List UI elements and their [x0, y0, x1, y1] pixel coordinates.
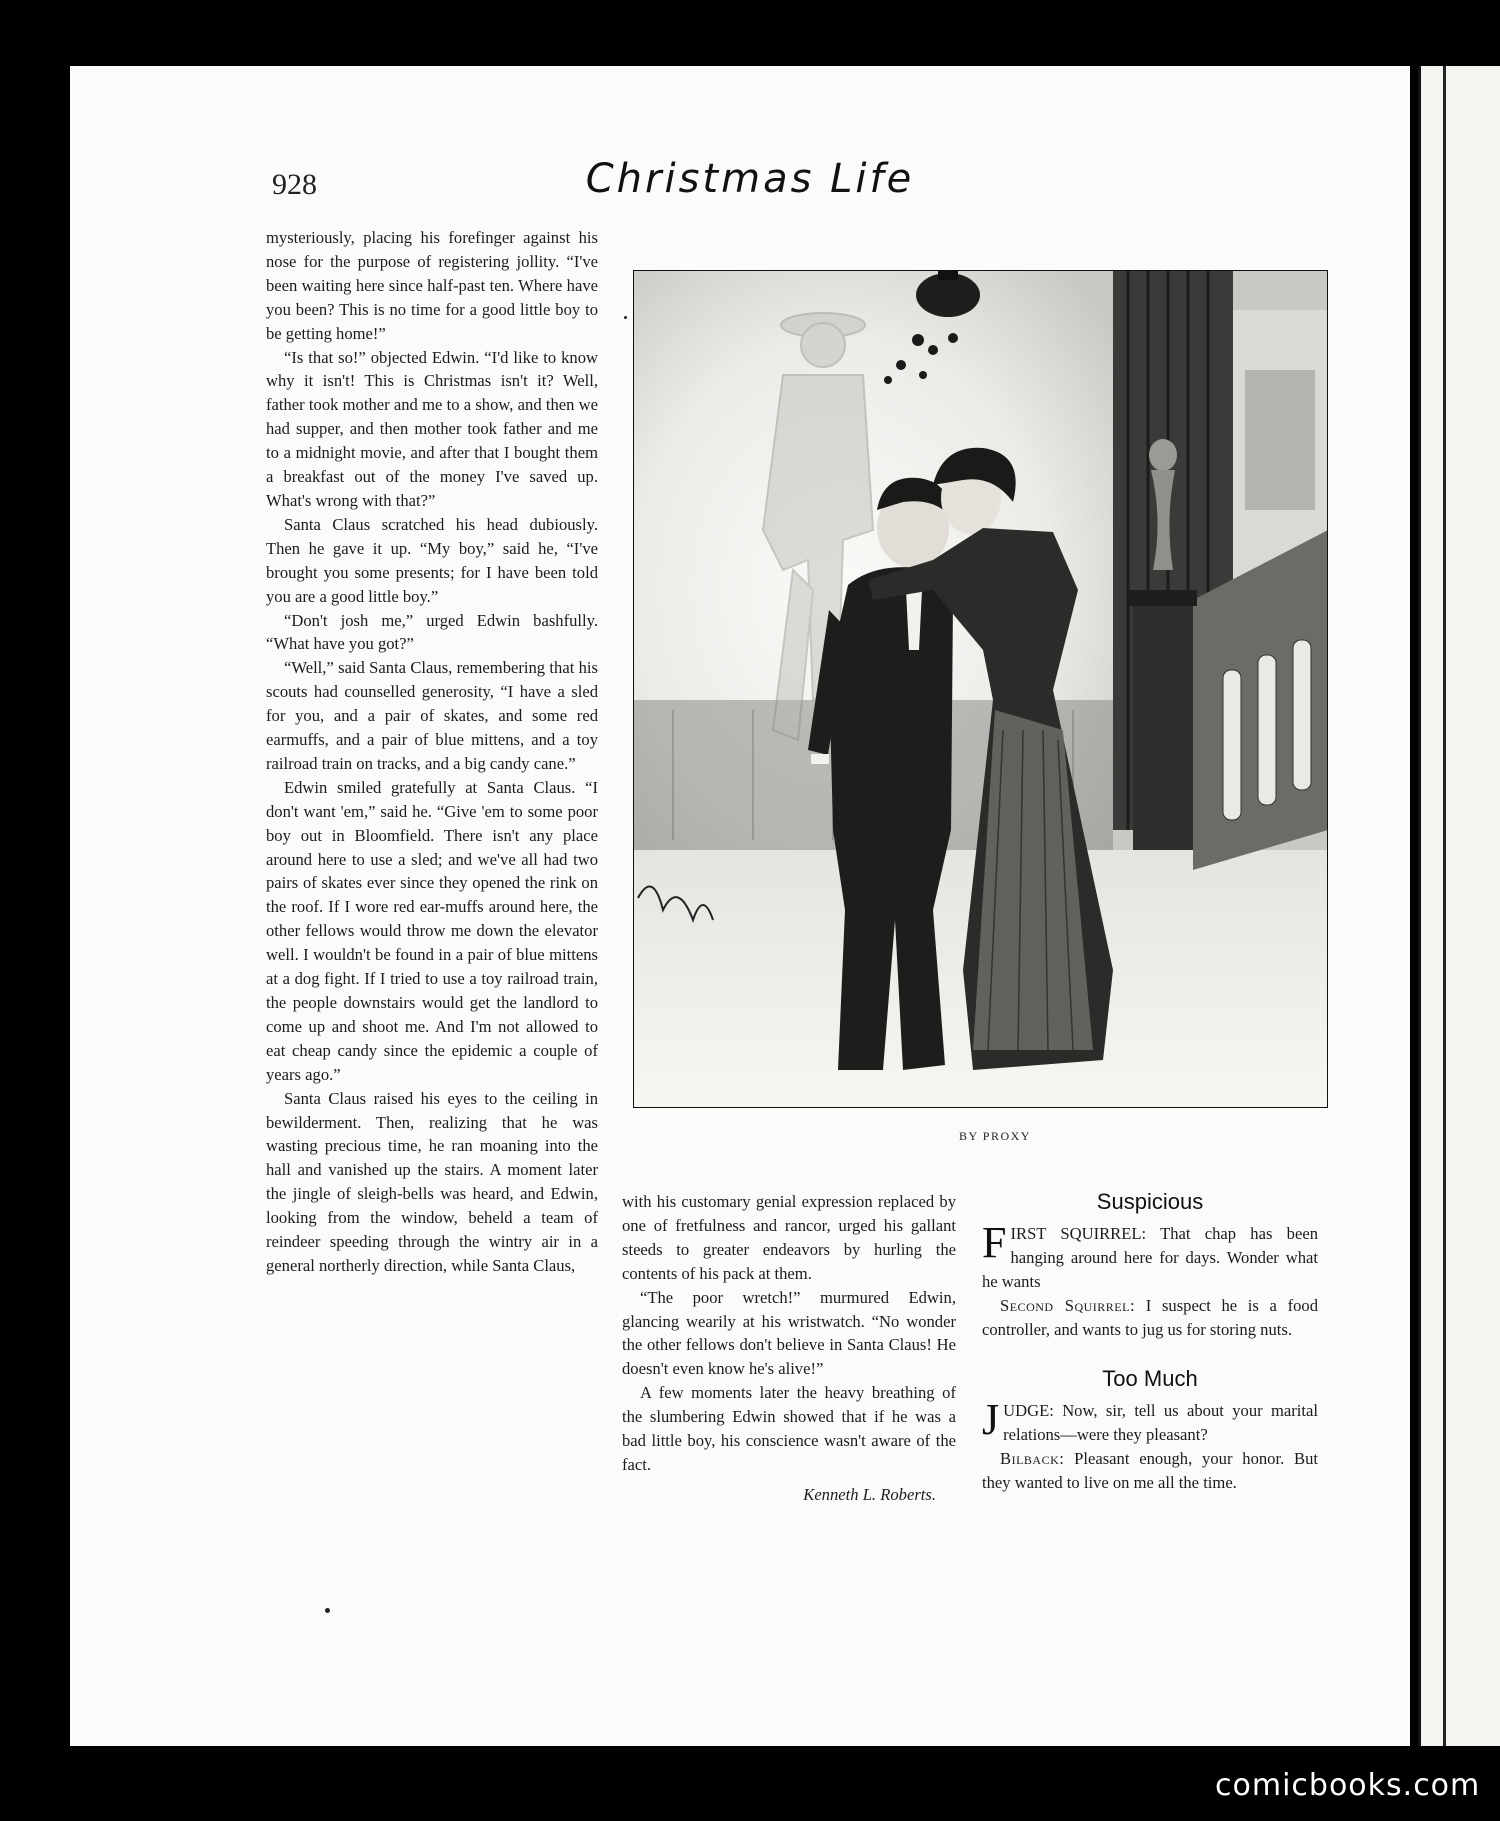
joke-heading-suspicious: Suspicious — [1096, 1189, 1204, 1214]
story-column-middle — [622, 1190, 956, 1507]
joke-line — [982, 1217, 1318, 1294]
speaker-label: UDGE: — [1003, 1401, 1054, 1421]
joke-heading-too-much: Too Much — [1102, 1366, 1198, 1392]
story-paragraph: “The poor wretch!” murmured Edwin, glancing wearily at his wristwatch. “No wonder the other fellows don't believe in Santa Claus! He doesn't even know he's alive!” — [622, 1287, 956, 1379]
print-speck — [624, 316, 627, 319]
story-paragraph: Santa Claus scratched his head dubiously. Then he gave it up. “My boy,” said he, “I've brought you some presents; for I have been told you are a good little boy.” — [266, 514, 598, 606]
story-column-left — [266, 226, 598, 1278]
joke-line — [982, 1294, 1318, 1342]
story-paragraph: A few moments later the heavy breathing of the slumbering Edwin showed that if he was a bad little boy, his conscience wasn't aware of the fact. — [622, 1383, 956, 1474]
story-paragraph: “Don't josh me,” urged Edwin bashfully. “What have you got?” — [266, 610, 598, 654]
print-speck — [325, 1608, 330, 1613]
story-paragraph: Edwin smiled gratefully at Santa Claus. “I don't want 'em,” said he. “Give 'em to some poor boy out in Bloomfield. There isn't any place around here to use a sled; and we've all had two pairs of skates ever since they opened the rink on the roof. If I wore red ear-muffs around here, the other fellows would throw me down the elevator well. I wouldn't be found in a pair of blue mittens at a dog fight. If I tried to use a toy railroad train, the people downstairs would get the landlord to come up and shoot me. And I'm not allowed to eat cheap candy since the epidemic a couple of years ago.” — [266, 777, 598, 1084]
page-number: 928 — [272, 168, 317, 201]
speaker-label: Bilback: — [1000, 1449, 1065, 1469]
story-paragraph: “Well,” said Santa Claus, remembering that his scouts had counselled generosity, “I have a sled for you, and a pair of skates, and some red earmuffs, and a pair of blue mittens, and a toy railroad train on tracks, and a big candy cane.” — [266, 658, 598, 773]
story-paragraph: Santa Claus raised his eyes to the ceiling in bewilderment. Then, realizing that he was wasting precious time, he ran moaning into the hall and vanished up the stairs. A moment later the jingle of sleigh-bells was heard, and Edwin, looking from the window, beheld a team of reindeer speeding through the wintry air in a general northerly direction, while Santa Claus, — [266, 1088, 598, 1275]
dialogue-text: I suspect he is a food controller, and wants to jug us for storing nuts. — [982, 1295, 1319, 1339]
author-signature: Kenneth L. Roberts. — [803, 1484, 936, 1504]
joke-line — [982, 1447, 1318, 1495]
story-paragraph: with his customary genial expression replaced by one of fretfulness and rancor, urged his gallant steeds to greater endeavors by hurling the contents of his pack at them. — [622, 1192, 956, 1283]
illustration-drawing — [633, 270, 1328, 1108]
site-watermark: comicbooks.com — [1215, 1768, 1481, 1803]
drop-cap: F — [982, 1217, 1007, 1267]
jokes-column — [982, 1190, 1318, 1495]
drop-cap: J — [982, 1395, 1000, 1445]
story-paragraph: mysteriously, placing his forefinger against his nose for the purpose of registering jollity. “I've been waiting here since half-past ten. Where have you been? This is no time for a good little boy to be getting home!” — [266, 228, 598, 343]
facing-page-edge — [1418, 66, 1500, 1746]
dialogue-text: Now, sir, tell us about your marital relations—were they pleasant? — [1003, 1401, 1318, 1445]
dialogue-text: Pleasant enough, your honor. But they wanted to live on me all the time. — [982, 1449, 1318, 1493]
joke-line — [982, 1395, 1318, 1447]
speaker-label: IRST SQUIRREL: — [1010, 1223, 1147, 1243]
story-paragraph: “Is that so!” objected Edwin. “I'd like to know why it isn't! This is Christmas isn't it? Well, father took mother and me to a show, and then we had supper, and then mother took father and me to a midnight movie, and after that I bought them a breakfast out of the money I've saved up. What's wrong with that?” — [266, 347, 598, 510]
illustration-by-proxy — [633, 270, 1328, 1108]
speaker-label: Second Squirrel: — [1000, 1295, 1136, 1315]
illustration-caption: BY PROXY — [959, 1129, 1031, 1143]
page-title: Christmas Life — [585, 156, 915, 202]
dialogue-text: That chap has been hanging around here for days. Wonder what he wants — [982, 1223, 1318, 1291]
